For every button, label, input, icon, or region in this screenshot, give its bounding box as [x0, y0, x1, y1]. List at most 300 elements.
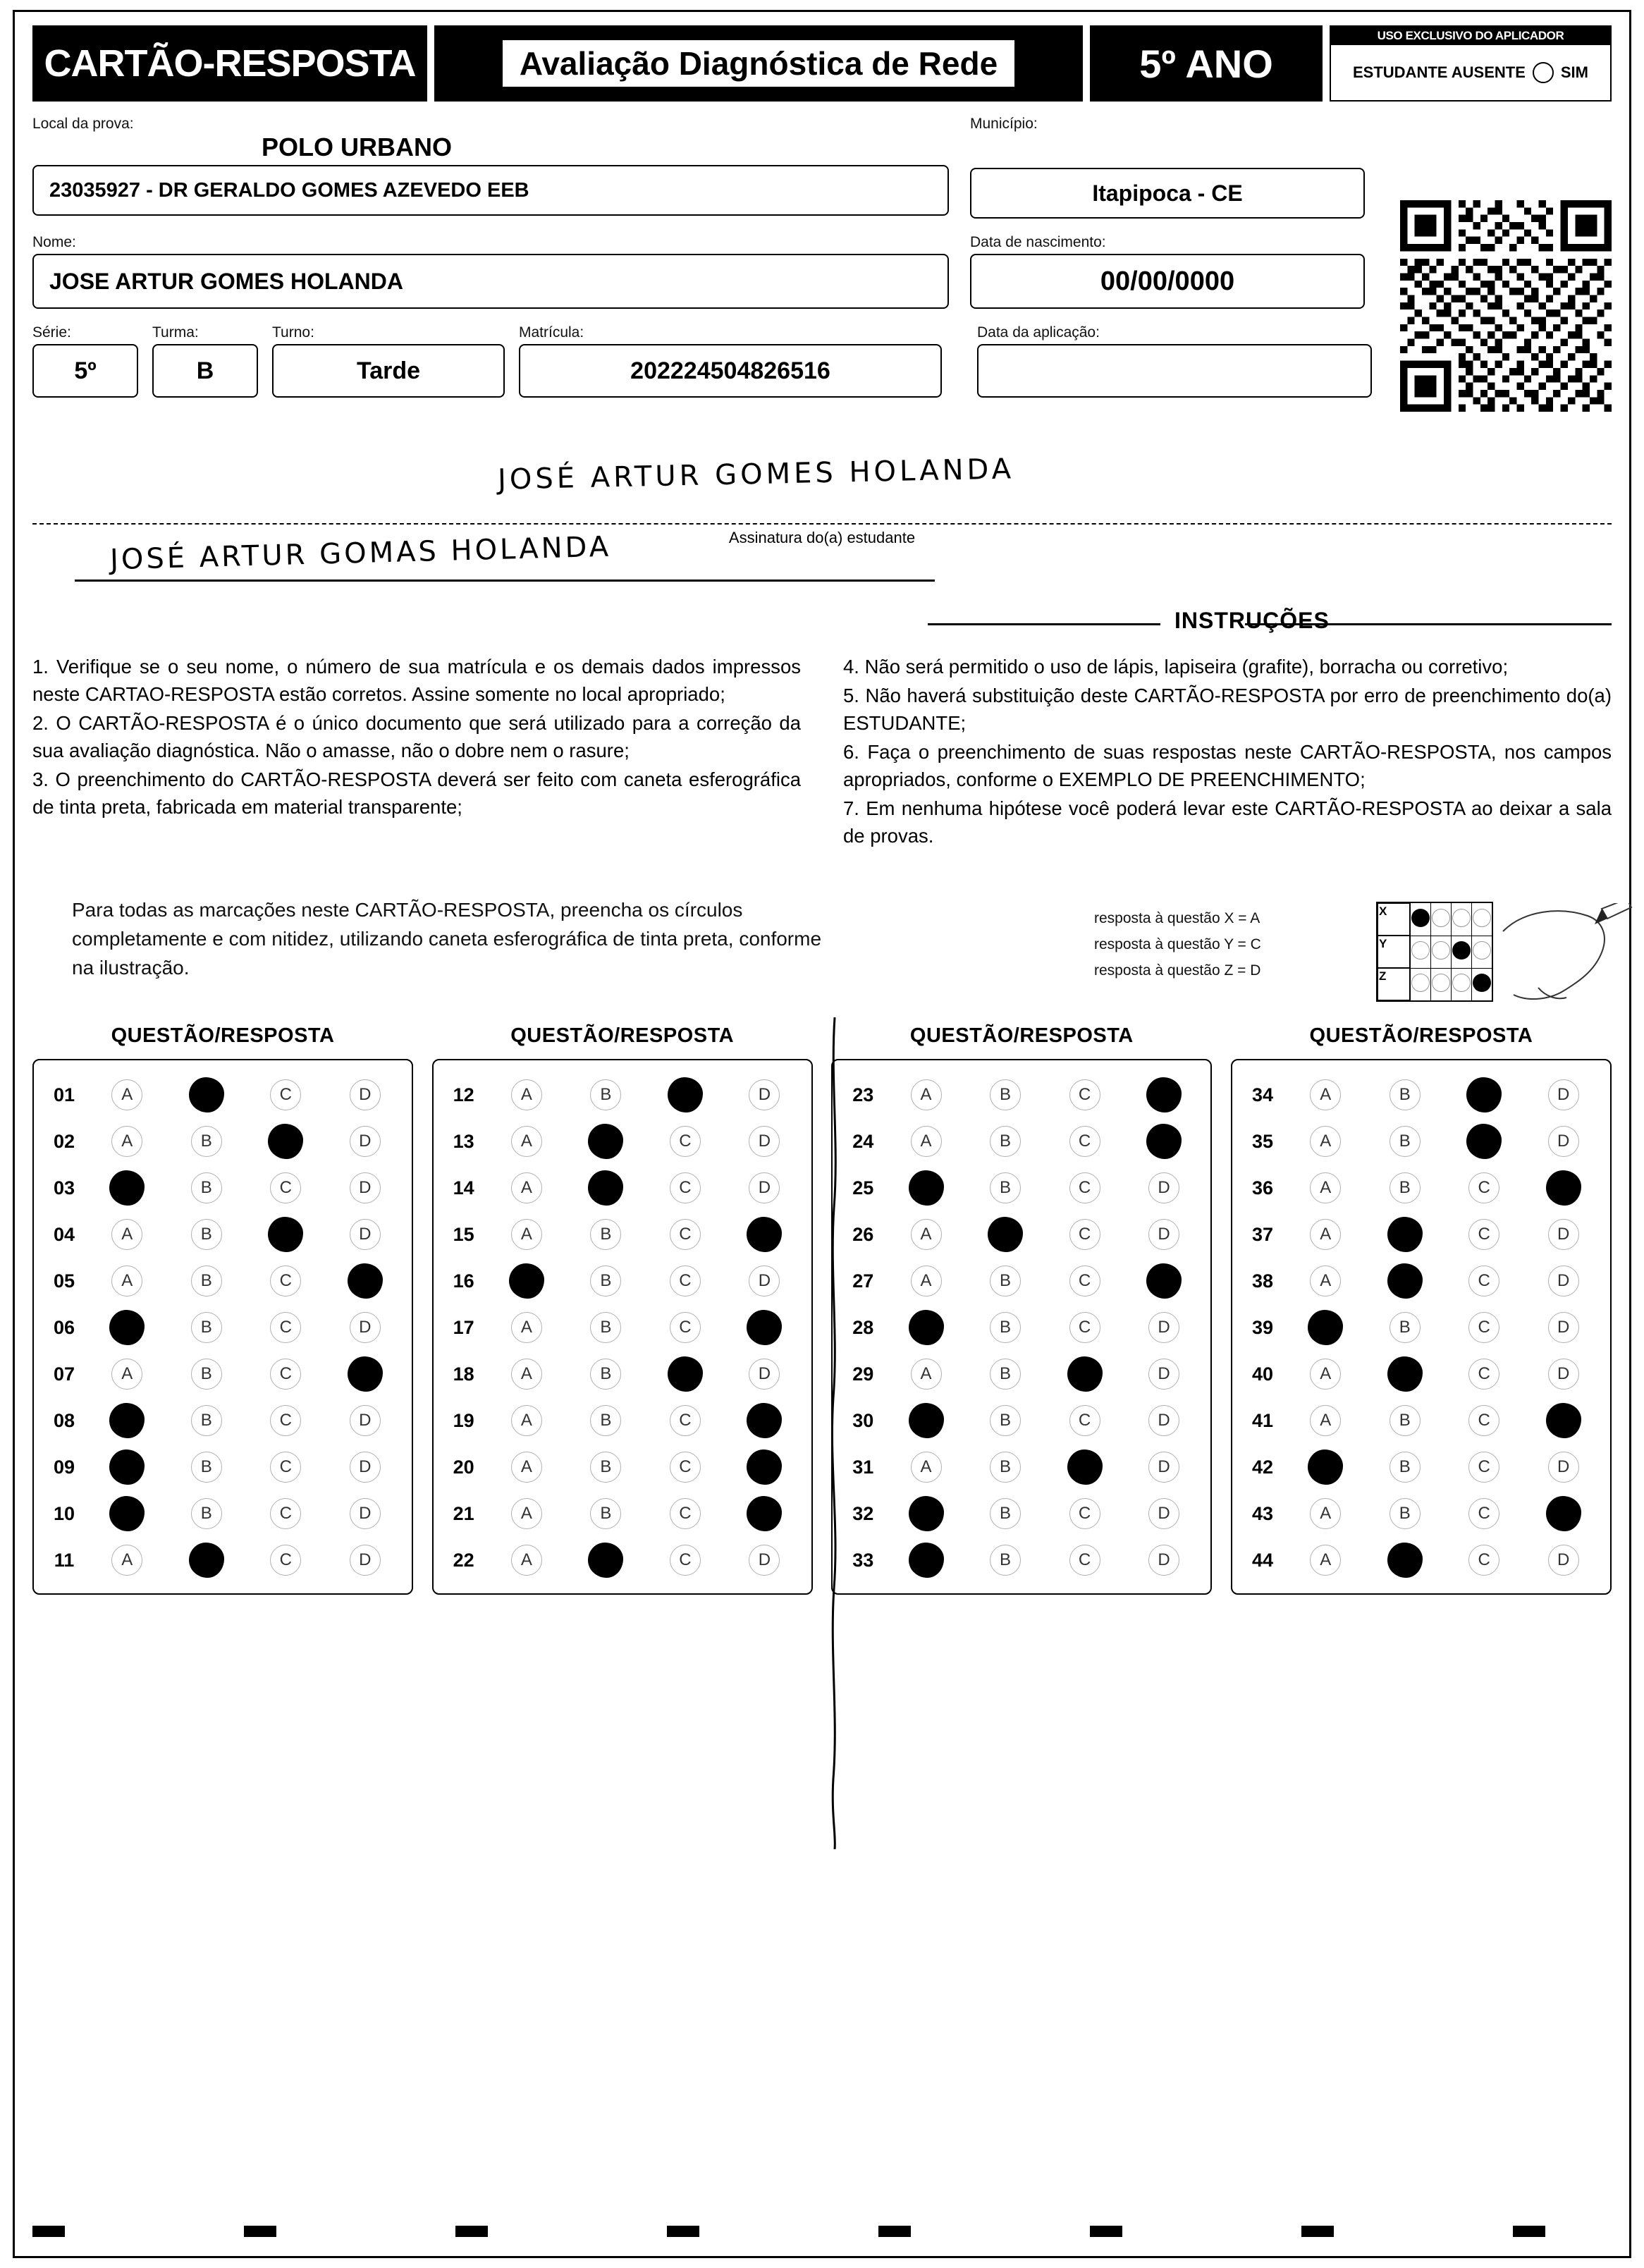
absent-row: [1331, 45, 1610, 100]
option-c[interactable]: C: [1067, 1402, 1103, 1439]
option-c[interactable]: C: [267, 1170, 304, 1206]
option-a[interactable]: A: [1307, 1170, 1344, 1206]
option-d[interactable]: D: [746, 1542, 783, 1579]
option-a[interactable]: [1307, 1449, 1344, 1485]
answer-row: [41, 1537, 405, 1583]
option-d[interactable]: D: [347, 1309, 384, 1346]
option-d[interactable]: [1545, 1495, 1582, 1532]
option-group: [87, 1495, 405, 1532]
example-label: resposta à questão Z = D: [1094, 962, 1261, 979]
answer-row: [441, 1165, 804, 1211]
option-b[interactable]: B: [1387, 1309, 1423, 1346]
question-number: 43: [1251, 1502, 1273, 1524]
option-d[interactable]: D: [1146, 1356, 1182, 1392]
option-a[interactable]: A: [109, 1263, 145, 1299]
option-a[interactable]: A: [1307, 1495, 1344, 1532]
option-d[interactable]: [1146, 1123, 1182, 1160]
option-c[interactable]: C: [267, 1309, 304, 1346]
option-c[interactable]: C: [1466, 1309, 1502, 1346]
option-d[interactable]: D: [347, 1449, 384, 1485]
answer-row: [1239, 1397, 1603, 1444]
option-d[interactable]: D: [347, 1123, 384, 1160]
option-c[interactable]: C: [1466, 1449, 1502, 1485]
option-b[interactable]: B: [987, 1123, 1024, 1160]
question-number: 33: [852, 1549, 874, 1571]
question-number: 14: [453, 1177, 474, 1199]
empty-bubble-icon: [1452, 974, 1471, 992]
empty-bubble-icon: [1432, 909, 1450, 927]
option-c[interactable]: C: [667, 1449, 704, 1485]
option-a[interactable]: A: [508, 1123, 545, 1160]
question-number: 06: [53, 1316, 75, 1338]
answer-row: [41, 1444, 405, 1490]
answer-row: [840, 1444, 1203, 1490]
option-b[interactable]: B: [1387, 1077, 1423, 1113]
option-c[interactable]: C: [1067, 1123, 1103, 1160]
option-a[interactable]: A: [508, 1356, 545, 1392]
option-group: [1286, 1402, 1603, 1439]
option-a[interactable]: [908, 1402, 945, 1439]
instructions-header: [32, 608, 1612, 639]
option-b[interactable]: [987, 1216, 1024, 1253]
option-a[interactable]: A: [508, 1216, 545, 1253]
option-b[interactable]: B: [1387, 1402, 1423, 1439]
option-group: [1286, 1170, 1603, 1206]
option-c[interactable]: C: [1466, 1263, 1502, 1299]
example-row-id: Z: [1378, 968, 1410, 1000]
option-b[interactable]: B: [987, 1402, 1024, 1439]
answer-column-4: [1231, 1024, 1612, 1595]
option-a[interactable]: A: [908, 1356, 945, 1392]
matricula-field: 202224504826516: [519, 344, 942, 398]
option-group: [487, 1123, 804, 1160]
absent-bubble[interactable]: [1533, 62, 1554, 83]
answer-column-box: [831, 1059, 1212, 1595]
empty-bubble-icon: [1452, 909, 1471, 927]
aplicacao-label: Data da aplicação:: [977, 324, 1100, 341]
question-number: 08: [53, 1409, 75, 1431]
option-a[interactable]: A: [1307, 1123, 1344, 1160]
example-grid-row: [1377, 936, 1492, 968]
option-b[interactable]: B: [587, 1449, 624, 1485]
option-d[interactable]: D: [1146, 1495, 1182, 1532]
option-d[interactable]: [1146, 1077, 1182, 1113]
answer-column-2: [432, 1024, 813, 1595]
option-b[interactable]: B: [188, 1170, 225, 1206]
answer-row: [41, 1072, 405, 1118]
option-d[interactable]: D: [1146, 1402, 1182, 1439]
option-c[interactable]: C: [1067, 1263, 1103, 1299]
option-a[interactable]: A: [1307, 1077, 1344, 1113]
option-c[interactable]: [1067, 1449, 1103, 1485]
filling-example: [32, 896, 1612, 982]
option-d[interactable]: D: [1146, 1216, 1182, 1253]
option-c[interactable]: C: [1067, 1077, 1103, 1113]
option-b[interactable]: [1387, 1356, 1423, 1392]
example-cell-d: [1472, 936, 1493, 968]
option-group: [87, 1449, 405, 1485]
question-number: 31: [852, 1456, 874, 1478]
answer-row: [840, 1351, 1203, 1397]
municipio-field: Itapipoca - CE: [970, 168, 1365, 219]
option-b[interactable]: [1387, 1216, 1423, 1253]
example-grid-row: [1377, 902, 1492, 936]
option-d[interactable]: D: [1146, 1170, 1182, 1206]
question-number: 39: [1251, 1316, 1273, 1338]
applicator-title: USO EXCLUSIVO DO APLICADOR: [1331, 27, 1610, 45]
option-b[interactable]: B: [987, 1077, 1024, 1113]
option-group: [87, 1216, 405, 1253]
filled-bubble-icon: [1411, 909, 1430, 927]
option-d[interactable]: D: [746, 1123, 783, 1160]
option-a[interactable]: A: [1307, 1263, 1344, 1299]
alignment-marks: [32, 2226, 1612, 2240]
option-group: [487, 1542, 804, 1579]
option-group: [886, 1170, 1203, 1206]
question-number: 16: [453, 1270, 474, 1292]
option-c[interactable]: [267, 1123, 304, 1160]
question-number: 29: [852, 1363, 874, 1385]
matricula-label: Matrícula:: [519, 324, 584, 341]
exam-title-block: [434, 25, 1083, 102]
alignment-mark: [667, 2226, 699, 2237]
question-number: 18: [453, 1363, 474, 1385]
option-b[interactable]: B: [987, 1356, 1024, 1392]
option-b[interactable]: B: [587, 1495, 624, 1532]
answer-row: [41, 1165, 405, 1211]
option-c[interactable]: C: [667, 1495, 704, 1532]
option-c[interactable]: [1067, 1356, 1103, 1392]
identification-block: [32, 116, 1612, 454]
option-a[interactable]: A: [908, 1263, 945, 1299]
option-d[interactable]: D: [1146, 1542, 1182, 1579]
example-cell-c: [1452, 968, 1472, 1001]
option-a[interactable]: A: [109, 1123, 145, 1160]
question-number: 42: [1251, 1456, 1273, 1478]
answer-row: [41, 1118, 405, 1165]
option-d[interactable]: [347, 1356, 384, 1392]
option-b[interactable]: B: [587, 1077, 624, 1113]
answer-row: [441, 1351, 804, 1397]
option-c[interactable]: C: [667, 1402, 704, 1439]
option-d[interactable]: D: [1545, 1449, 1582, 1485]
option-c[interactable]: C: [1466, 1216, 1502, 1253]
option-a[interactable]: [1307, 1309, 1344, 1346]
instruction-item: 7. Em nenhuma hipótese você poderá levar este CARTÃO-RESPOSTA ao deixar a sala de provas.: [843, 797, 1612, 847]
option-c[interactable]: C: [1466, 1356, 1502, 1392]
option-b[interactable]: B: [1387, 1495, 1423, 1532]
answer-column-box: [32, 1059, 413, 1595]
option-d[interactable]: D: [347, 1170, 384, 1206]
option-a[interactable]: A: [508, 1542, 545, 1579]
option-c[interactable]: C: [267, 1402, 304, 1439]
answer-row: [840, 1072, 1203, 1118]
answer-row: [840, 1258, 1203, 1304]
option-b[interactable]: B: [987, 1542, 1024, 1579]
option-d[interactable]: D: [347, 1077, 384, 1113]
card-title: CARTÃO-RESPOSTA: [44, 42, 416, 85]
option-b[interactable]: [188, 1077, 225, 1113]
option-a[interactable]: A: [908, 1077, 945, 1113]
example-cell-c: [1452, 902, 1472, 936]
question-number: 24: [852, 1130, 874, 1152]
option-a[interactable]: A: [508, 1309, 545, 1346]
option-d[interactable]: D: [347, 1402, 384, 1439]
option-group: [886, 1077, 1203, 1113]
question-number: 11: [54, 1549, 75, 1571]
answer-row: [840, 1397, 1203, 1444]
option-d[interactable]: D: [1545, 1216, 1582, 1253]
option-a[interactable]: [109, 1170, 145, 1206]
option-a[interactable]: A: [1307, 1402, 1344, 1439]
instructions-title: INSTRUÇÕES: [1174, 608, 1330, 633]
option-b[interactable]: [587, 1123, 624, 1160]
option-group: [886, 1402, 1203, 1439]
option-b[interactable]: B: [587, 1402, 624, 1439]
option-a[interactable]: [109, 1309, 145, 1346]
option-a[interactable]: A: [908, 1123, 945, 1160]
option-c[interactable]: [267, 1216, 304, 1253]
option-b[interactable]: B: [188, 1449, 225, 1485]
option-d[interactable]: [1545, 1170, 1582, 1206]
option-d[interactable]: D: [746, 1077, 783, 1113]
option-b[interactable]: B: [587, 1356, 624, 1392]
option-group: [87, 1309, 405, 1346]
answer-column-box: [1231, 1059, 1612, 1595]
example-row-id: X: [1378, 903, 1410, 936]
answer-column-title: QUESTÃO/RESPOSTA: [909, 1024, 1134, 1048]
signature-caption: Assinatura do(a) estudante: [722, 529, 922, 547]
option-d[interactable]: [1146, 1263, 1182, 1299]
example-cell-c: [1452, 936, 1472, 968]
instruction-item: 1. Verifique se o seu nome, o número de sua matrícula e os demais dados impressos neste CARTAO-RESPOSTA estão corretos. Assine somente no local apropriado;: [32, 656, 801, 706]
empty-bubble-icon: [1432, 941, 1450, 960]
option-c[interactable]: C: [1067, 1216, 1103, 1253]
option-c[interactable]: C: [1466, 1542, 1502, 1579]
option-c[interactable]: C: [667, 1542, 704, 1579]
question-number: 10: [53, 1502, 75, 1524]
option-c[interactable]: C: [1067, 1309, 1103, 1346]
option-c[interactable]: C: [1466, 1495, 1502, 1532]
answer-row: [41, 1397, 405, 1444]
answer-column-box: [432, 1059, 813, 1595]
question-number: 37: [1251, 1223, 1273, 1245]
example-cell-d: [1472, 968, 1493, 1001]
option-c[interactable]: C: [667, 1123, 704, 1160]
option-group: [487, 1495, 804, 1532]
option-b[interactable]: B: [587, 1309, 624, 1346]
option-b[interactable]: B: [987, 1495, 1024, 1532]
option-c[interactable]: [1466, 1077, 1502, 1113]
answer-row: [840, 1118, 1203, 1165]
option-a[interactable]: [109, 1495, 145, 1532]
option-a[interactable]: [109, 1449, 145, 1485]
option-b[interactable]: B: [587, 1216, 624, 1253]
option-c[interactable]: C: [267, 1077, 304, 1113]
question-number: 19: [453, 1409, 474, 1431]
option-b[interactable]: [1387, 1263, 1423, 1299]
option-group: [1286, 1216, 1603, 1253]
option-d[interactable]: D: [1545, 1077, 1582, 1113]
option-a[interactable]: A: [109, 1542, 145, 1579]
answer-row: [840, 1304, 1203, 1351]
example-label: resposta à questão X = A: [1094, 910, 1260, 927]
empty-bubble-icon: [1473, 909, 1491, 927]
option-a[interactable]: A: [908, 1449, 945, 1485]
option-d[interactable]: [746, 1309, 783, 1346]
option-c[interactable]: C: [267, 1356, 304, 1392]
option-group: [1286, 1495, 1603, 1532]
option-d[interactable]: D: [1545, 1309, 1582, 1346]
option-b[interactable]: B: [188, 1495, 225, 1532]
answer-column-title: QUESTÃO/RESPOSTA: [510, 1024, 735, 1048]
option-c[interactable]: C: [267, 1449, 304, 1485]
empty-bubble-icon: [1473, 941, 1491, 960]
option-a[interactable]: A: [508, 1495, 545, 1532]
instruction-item: 4. Não será permitido o uso de lápis, lapiseira (grafite), borracha ou corretivo;: [843, 656, 1509, 678]
answer-row: [1239, 1211, 1603, 1258]
option-d[interactable]: [746, 1402, 783, 1439]
nascimento-label: Data de nascimento:: [970, 234, 1106, 250]
option-d[interactable]: D: [1545, 1123, 1582, 1160]
option-a[interactable]: A: [508, 1449, 545, 1485]
option-b[interactable]: [188, 1542, 225, 1579]
question-number: 30: [852, 1409, 874, 1431]
answer-row: [441, 1490, 804, 1537]
question-number: 38: [1251, 1270, 1273, 1292]
option-c[interactable]: [1466, 1123, 1502, 1160]
option-d[interactable]: [746, 1216, 783, 1253]
option-b[interactable]: B: [987, 1449, 1024, 1485]
answer-row: [840, 1165, 1203, 1211]
question-number: 41: [1251, 1409, 1273, 1431]
example-grid-row: [1377, 968, 1492, 1001]
option-b[interactable]: B: [188, 1309, 225, 1346]
option-c[interactable]: C: [667, 1170, 704, 1206]
option-d[interactable]: D: [746, 1170, 783, 1206]
option-c[interactable]: C: [1466, 1402, 1502, 1439]
option-a[interactable]: A: [908, 1216, 945, 1253]
example-cell-d: [1472, 902, 1493, 936]
option-c[interactable]: C: [1067, 1542, 1103, 1579]
option-d[interactable]: D: [1146, 1449, 1182, 1485]
option-a[interactable]: A: [109, 1077, 145, 1113]
option-a[interactable]: A: [508, 1402, 545, 1439]
option-c[interactable]: C: [667, 1216, 704, 1253]
option-c[interactable]: C: [1067, 1170, 1103, 1206]
option-b[interactable]: B: [987, 1263, 1024, 1299]
signature-dashed-line: [32, 523, 1612, 525]
option-c[interactable]: C: [667, 1309, 704, 1346]
question-number: 15: [453, 1223, 474, 1245]
option-group: [487, 1170, 804, 1206]
turma-label: Turma:: [152, 324, 199, 341]
option-d[interactable]: D: [1146, 1309, 1182, 1346]
option-a[interactable]: [109, 1402, 145, 1439]
question-number: 12: [453, 1084, 474, 1105]
option-d[interactable]: D: [746, 1356, 783, 1392]
signature-solid-line: [75, 580, 935, 582]
option-d[interactable]: [746, 1495, 783, 1532]
option-c[interactable]: C: [267, 1263, 304, 1299]
option-group: [87, 1542, 405, 1579]
example-cell-a: [1411, 968, 1431, 1001]
option-c[interactable]: C: [1466, 1170, 1502, 1206]
option-b[interactable]: B: [188, 1356, 225, 1392]
option-d[interactable]: D: [1545, 1263, 1582, 1299]
instructions-column-left: [32, 653, 801, 851]
exam-title: Avaliação Diagnóstica de Rede: [503, 40, 1014, 87]
option-b[interactable]: B: [188, 1216, 225, 1253]
option-a[interactable]: A: [508, 1170, 545, 1206]
option-d[interactable]: D: [347, 1216, 384, 1253]
question-number: 13: [453, 1130, 474, 1152]
answer-row: [41, 1258, 405, 1304]
option-group: [1286, 1542, 1603, 1579]
option-c[interactable]: C: [267, 1495, 304, 1532]
option-a[interactable]: [908, 1495, 945, 1532]
option-a[interactable]: [508, 1263, 545, 1299]
answer-column-1: [32, 1024, 413, 1595]
option-d[interactable]: D: [746, 1263, 783, 1299]
option-b[interactable]: B: [587, 1263, 624, 1299]
option-d[interactable]: [347, 1263, 384, 1299]
example-text: Para todas as marcações neste CARTÃO-RESPOSTA, preencha os círculos completamente e com nitidez, utilizando caneta esferográfica de tinta preta, conforme na ilustração.: [72, 899, 822, 979]
option-group: [87, 1356, 405, 1392]
option-b[interactable]: B: [1387, 1449, 1423, 1485]
question-number: 22: [453, 1549, 474, 1571]
option-a[interactable]: A: [1307, 1356, 1344, 1392]
option-b[interactable]: B: [987, 1309, 1024, 1346]
option-d[interactable]: D: [347, 1542, 384, 1579]
option-c[interactable]: C: [1067, 1495, 1103, 1532]
example-row-id: Y: [1378, 936, 1410, 968]
option-a[interactable]: [908, 1309, 945, 1346]
option-a[interactable]: [908, 1542, 945, 1579]
option-b[interactable]: B: [188, 1402, 225, 1439]
option-b[interactable]: B: [987, 1170, 1024, 1206]
option-b[interactable]: B: [188, 1263, 225, 1299]
option-d[interactable]: D: [347, 1495, 384, 1532]
option-b[interactable]: B: [1387, 1123, 1423, 1160]
option-c[interactable]: C: [267, 1542, 304, 1579]
school-field: 23035927 - DR GERALDO GOMES AZEVEDO EEB: [32, 165, 949, 216]
option-d[interactable]: [1545, 1402, 1582, 1439]
option-a[interactable]: A: [1307, 1216, 1344, 1253]
option-a[interactable]: A: [508, 1077, 545, 1113]
absent-yes-label: SIM: [1560, 63, 1588, 81]
instructions-column-right: [843, 653, 1612, 851]
option-b[interactable]: [587, 1542, 624, 1579]
option-d[interactable]: D: [1545, 1542, 1582, 1579]
option-a[interactable]: A: [109, 1216, 145, 1253]
option-a[interactable]: A: [109, 1356, 145, 1392]
option-c[interactable]: C: [667, 1263, 704, 1299]
option-d[interactable]: D: [1545, 1356, 1582, 1392]
option-b[interactable]: [587, 1170, 624, 1206]
answer-row: [840, 1537, 1203, 1583]
option-b[interactable]: [1387, 1542, 1423, 1579]
instruction-item: 3. O preenchimento do CARTÃO-RESPOSTA deverá ser feito com caneta esferográfica de tinta preta, fabricada em material transparente;: [32, 768, 801, 819]
option-a[interactable]: A: [1307, 1542, 1344, 1579]
option-a[interactable]: [908, 1170, 945, 1206]
option-c[interactable]: [667, 1077, 704, 1113]
option-group: [886, 1309, 1203, 1346]
option-b[interactable]: B: [188, 1123, 225, 1160]
option-c[interactable]: [667, 1356, 704, 1392]
option-b[interactable]: B: [1387, 1170, 1423, 1206]
option-d[interactable]: [746, 1449, 783, 1485]
